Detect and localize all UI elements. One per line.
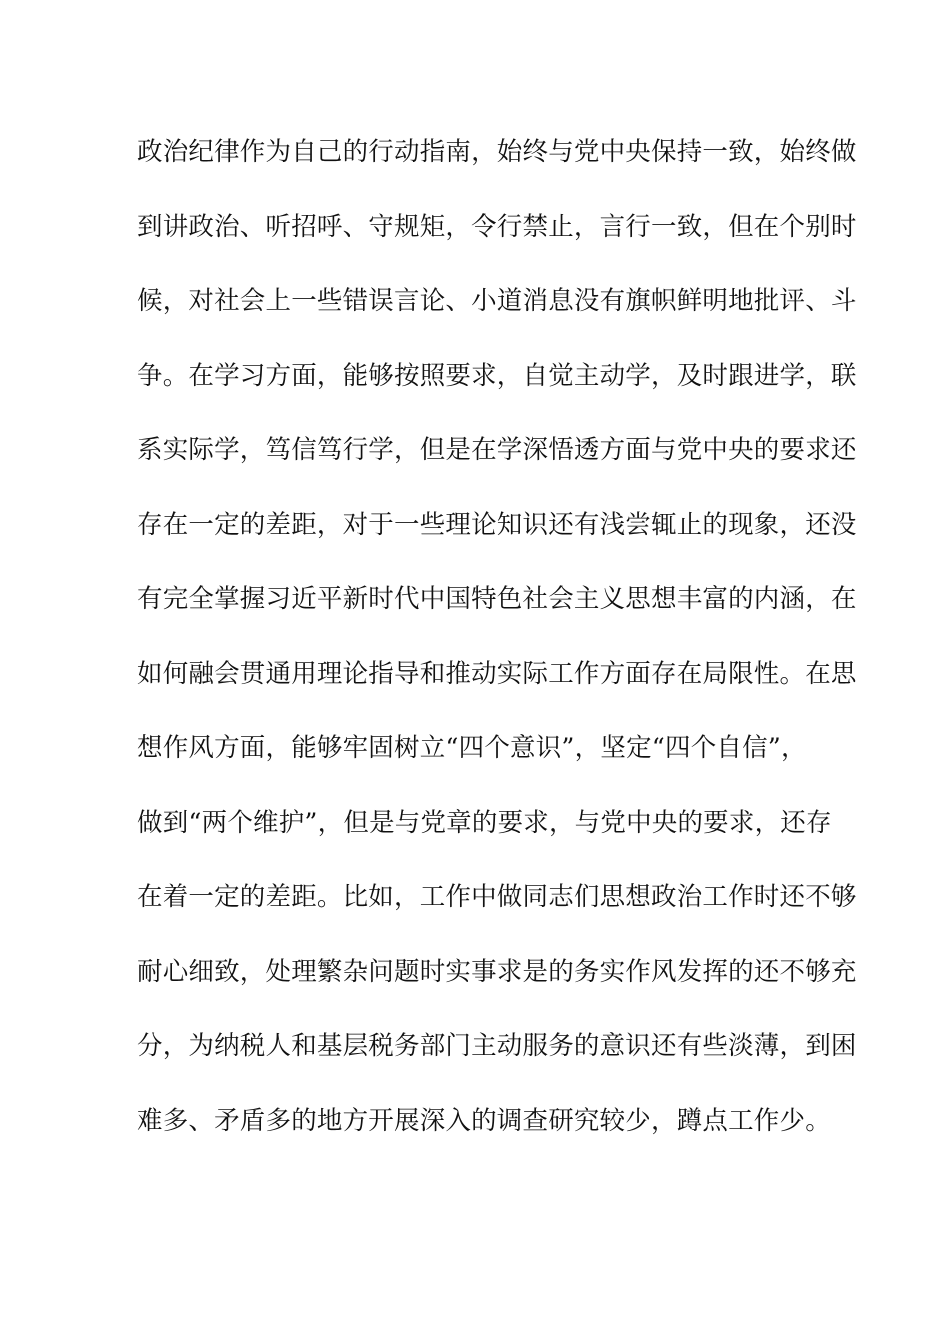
text-line: 在着一定的差距。比如，工作中做同志们思想政治工作时还不够 [137, 882, 857, 912]
text-line: 系实际学，笃信笃行学，但是在学深悟透方面与党中央的要求还 [137, 435, 857, 465]
text-line: 政治纪律作为自己的行动指南，始终与党中央保持一致，始终做 [137, 137, 857, 167]
text-line: 如何融会贯通用理论指导和推动实际工作方面存在局限性。在思 [137, 658, 857, 689]
text-line: 耐心细致，处理繁杂问题时实事求是的务实作风发挥的还不够充 [137, 956, 857, 987]
text-line: 到讲政治、听招呼、守规矩，令行禁止，言行一致，但在个别时 [137, 211, 857, 242]
body-paragraph [137, 128, 857, 1171]
text-line: 存在一定的差距，对于一些理论知识还有浅尝辄止的现象，还没 [137, 509, 857, 540]
text-line: 难多、矛盾多的地方开展深入的调查研究较少，蹲点工作少。 [137, 1105, 831, 1136]
text-line: 有完全掌握习近平新时代中国特色社会主义思想丰富的内涵，在 [137, 584, 857, 614]
text-line: 分，为纳税人和基层税务部门主动服务的意识还有些淡薄，到困 [137, 1031, 857, 1061]
text-line: 争。在学习方面，能够按照要求，自觉主动学，及时跟进学，联 [137, 360, 857, 391]
text-line: 候，对社会上一些错误言论、小道消息没有旗帜鲜明地批评、斗 [137, 286, 857, 316]
text-line: 做到“两个维护”，但是与党章的要求，与党中央的要求，还存 [137, 807, 832, 838]
text-line: 想作风方面，能够牢固树立“四个意识”，坚定“四个自信”， [137, 733, 807, 763]
